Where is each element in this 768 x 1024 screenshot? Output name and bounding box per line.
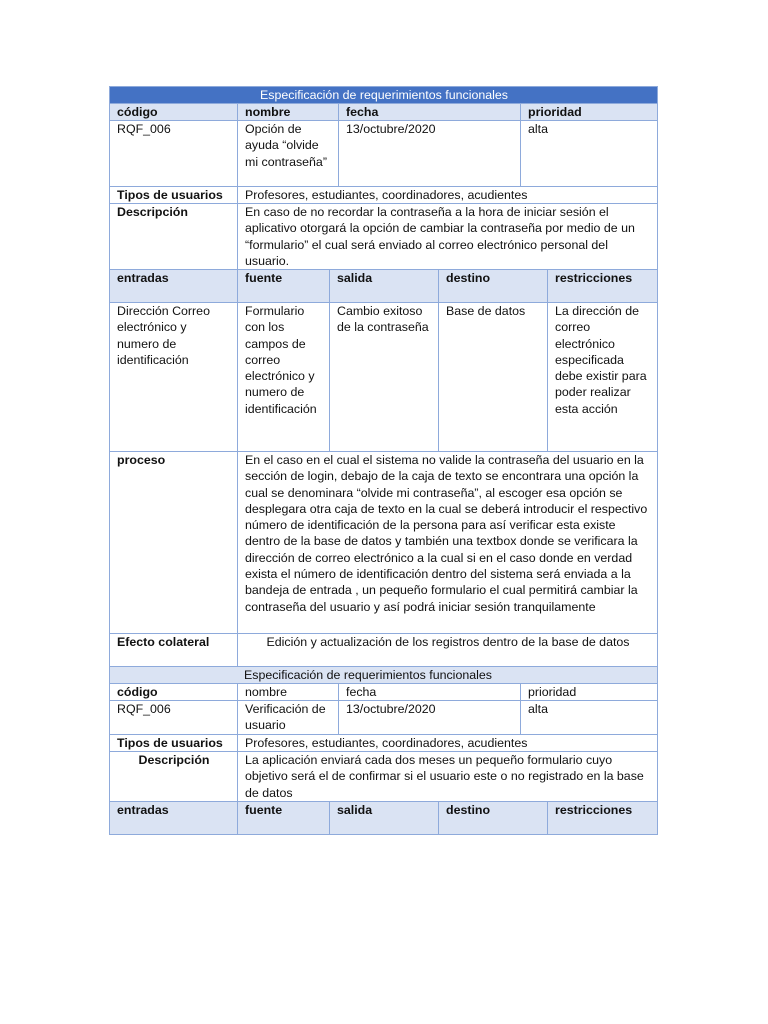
header-nombre: nombre: [238, 104, 339, 120]
fecha-value: 13/octubre/2020: [339, 701, 521, 734]
prioridad-value: alta: [528, 122, 548, 136]
proceso-value: En el caso en el cual el sistema no valide la contraseña del usuario en la sección de login, debajo de la caja de texto se encontrara una opción la cual se denominara “olvide mi contraseña”, al escoger esa opción se desplegara otra caja de texto en la cual se deberá introducir el respectivo número de identificación de la persona para así verificar esta existe dentro de la base de datos y también una textbox donde se verificara la dirección de correo electrónico a la cual si en el caso donde en verdad exista el número de identificación dentro del sistema será enviada a la bandeja de entrada , un pequeño formulario el cual permitirá cambiar la contraseña del usuario y así podrá iniciar sesión tranquilamente: [245, 453, 648, 614]
tipos-label: Tipos de usuarios: [110, 735, 238, 751]
header-nombre: nombre: [238, 684, 339, 700]
header-fecha: fecha: [339, 104, 521, 120]
spec1-efecto-row: [109, 634, 658, 667]
tipos-value: Profesores, estudiantes, coordinadores, acudientes: [245, 736, 528, 750]
spec1-io-header-row: [109, 270, 658, 303]
prioridad-value: alta: [528, 702, 548, 716]
header-fuente: fuente: [238, 802, 330, 834]
efecto-label: Efecto colateral: [110, 634, 238, 666]
tipos-label: Tipos de usuarios: [110, 187, 238, 203]
header-prioridad: prioridad: [528, 105, 582, 119]
header-destino: destino: [439, 802, 548, 834]
spec1-header-row: [109, 104, 658, 121]
proceso-label: proceso: [110, 452, 238, 633]
destino-value: Base de datos: [439, 303, 548, 451]
codigo-value: RQF_006: [110, 701, 238, 734]
descripcion-label: Descripción: [110, 752, 238, 801]
header-codigo: código: [110, 104, 238, 120]
spec1-title: Especificación de requerimientos funcionales: [110, 87, 657, 103]
header-salida: salida: [330, 270, 439, 302]
spec1-data-row: [109, 121, 658, 187]
restricciones-value: La dirección de correo electrónico especificada debe existir para poder realizar esta acción: [555, 304, 647, 416]
spec2-title-row: [109, 667, 658, 684]
descripcion-value: En caso de no recordar la contraseña a la hora de iniciar sesión el aplicativo otorgará la opción de cambiar la contraseña por medio de un “formulario” el cual será enviado al correo electrónico personal del usuario.: [245, 205, 635, 268]
spec1-tipos-row: [109, 187, 658, 204]
header-fuente: fuente: [238, 270, 330, 302]
entradas-value: Dirección Correo electrónico y numero de identificación: [110, 303, 238, 451]
nombre-value: Verificación de usuario: [238, 701, 339, 734]
fuente-value: Formulario con los campos de correo electrónico y numero de identificación: [238, 303, 330, 451]
tipos-value: Profesores, estudiantes, coordinadores, acudientes: [245, 188, 528, 202]
header-entradas: entradas: [110, 270, 238, 302]
spec1-io-row: [109, 303, 658, 452]
spec2-header-row: [109, 684, 658, 701]
spec2-data-row: [109, 701, 658, 735]
spec1-descripcion-row: [109, 204, 658, 270]
spec1-proceso-row: [109, 452, 658, 634]
fecha-value: 13/octubre/2020: [339, 121, 521, 186]
spec2-io-header-row: [109, 802, 658, 835]
header-restricciones: restricciones: [555, 271, 633, 285]
descripcion-label: Descripción: [110, 204, 238, 269]
descripcion-value: La aplicación enviará cada dos meses un pequeño formulario cuyo objetivo será el de confirmar si el usuario este o no registrado en la base de datos: [245, 753, 644, 800]
header-prioridad: prioridad: [528, 685, 577, 699]
requirements-document: [109, 86, 658, 835]
spec2-tipos-row: [109, 735, 658, 752]
nombre-value: Opción de ayuda “olvide mi contraseña”: [238, 121, 339, 186]
header-fecha: fecha: [339, 684, 521, 700]
header-codigo: código: [110, 684, 238, 700]
header-destino: destino: [439, 270, 548, 302]
spec2-title: Especificación de requerimientos funcionales: [110, 667, 657, 683]
header-salida: salida: [330, 802, 439, 834]
header-entradas: entradas: [110, 802, 238, 834]
codigo-value: RQF_006: [110, 121, 238, 186]
spec2-descripcion-row: [109, 752, 658, 802]
salida-value: Cambio exitoso de la contraseña: [330, 303, 439, 451]
efecto-value: Edición y actualización de los registros dentro de la base de datos: [266, 635, 630, 649]
spec1-title-row: [109, 86, 658, 104]
header-restricciones: restricciones: [555, 803, 633, 817]
